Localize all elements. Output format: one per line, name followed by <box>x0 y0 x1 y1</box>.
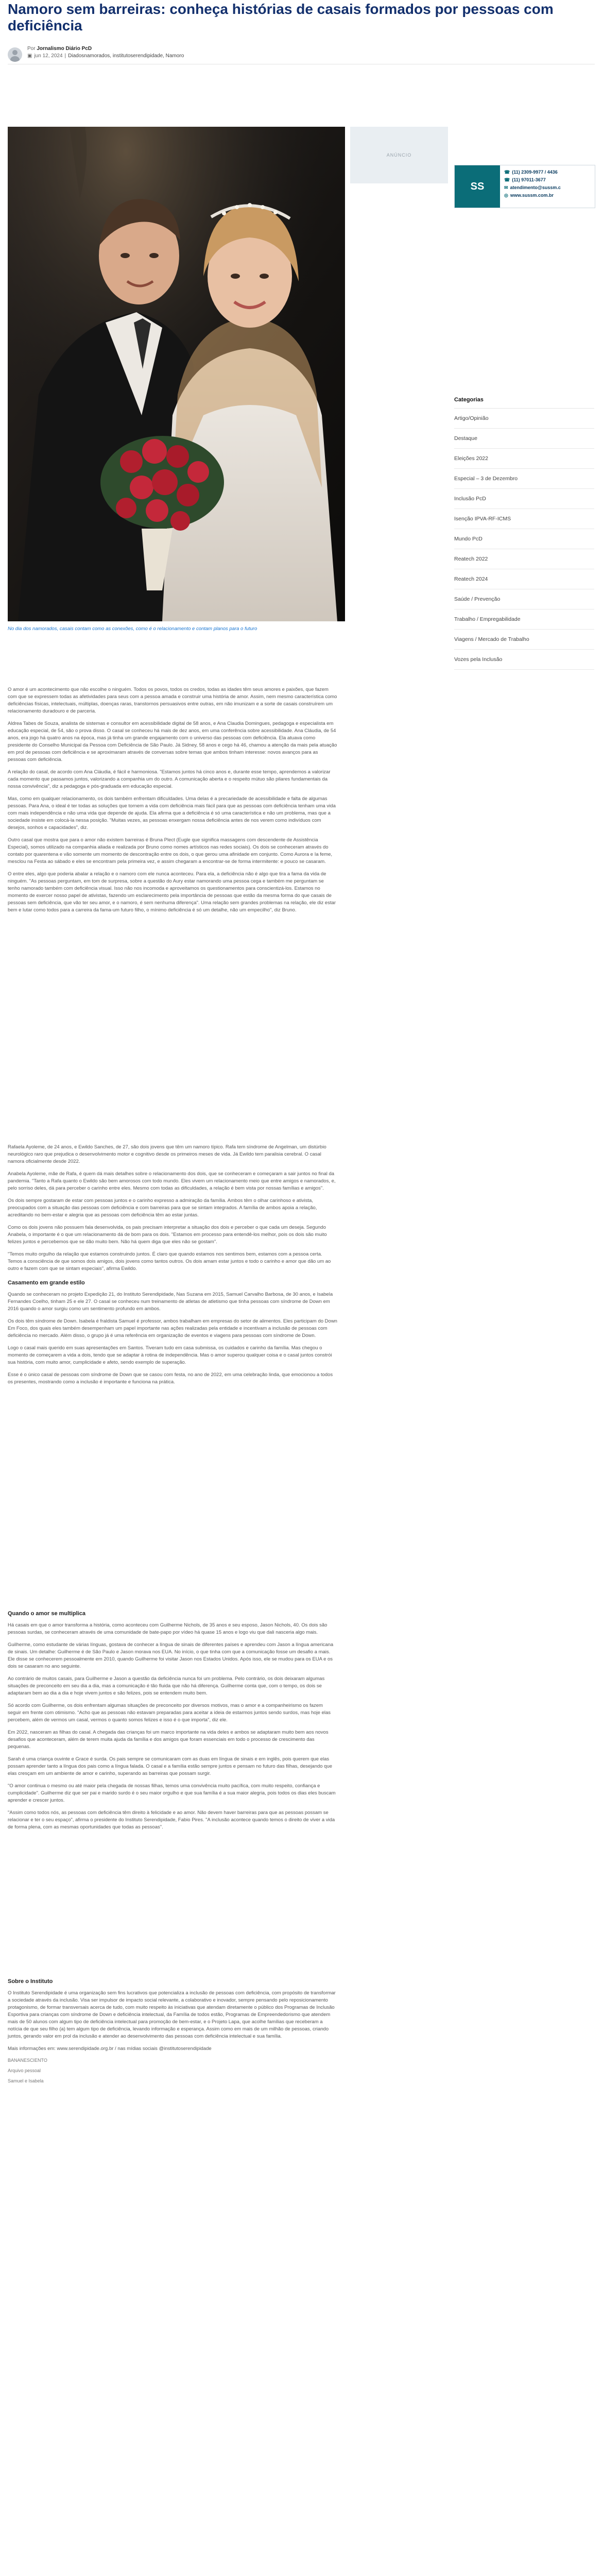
separator: | <box>64 53 66 59</box>
paragraph: Como os dois jovens não possuem fala desenvolvida, os pais precisam interpretar a situação dos dois e perceber o que cada um deseja. Segundo Anabela, o importante é o que um relacionamento dá de bom para os dois. "Estamos em processo para entendê-los melhor, pois os dois são muito felizes juntos e percebemos que se dão muito bem. Não há quem diga que eles não se gostam". <box>8 1225 327 1245</box>
paragraph: Mais informações em: www.serendipidade.org.br / nas mídias sociais @institutoserendipidade <box>8 2046 212 2052</box>
category-item[interactable]: Viagens / Mercado de Trabalho <box>454 630 594 650</box>
paragraph: Anabela Ayoleme, mãe de Rafa, é quem dá mais detalhes sobre o relacionamento dos dois, que se conheceram e começaram a sair juntos no final da pandemia. "Tanto a Rafa quanto o Ewildo são bem amorosos com todo mundo. Eles vivem um relacionamento meio que entre amigos e namorados, e, pelo sorriso deles, dá para perceber o carinho entre eles. Mesmo com todas as dificuldades, a relação é bem vista por nossas famílias e amigos". <box>8 1171 336 1191</box>
author-link[interactable]: Jornalismo Diário PcD <box>37 46 92 52</box>
paragraph: Outro casal que mostra que para o amor não existem barreiras é Bruna Plect (Eugle que significa massagens com descendente de Assistência Especial), somos utilizado na companhia aliada e realizada por Bruno como nomes artísticos nas redes sociais). Os dois se conheceram através do contato por quarentena e vão somente um momento de descontração entre os dois, o que gerou uma afinidade em conjunto. Como Aurora e Ia feme, mesclou na Festa ao sábado e eles se encontram pela primeira vez, e assim chegaram a encontrar-se de forma intermitente: e pouco se casaram. <box>8 837 333 865</box>
category-item[interactable]: Trabalho / Empregabilidade <box>454 609 594 630</box>
paragraph: O amor é um acontecimento que não escolhe o ninguém. Todos os povos, todos os credos, todas as idades têm seus amores e paixões, que fazem com que se expressem todas as afetividades para seus com a pessoa amada e construir uma história de amor. Assim, nem mesmo característica como deficiências físicas, intelectuais, múltiplas, doenças raras, transtornos persuasivos entre outras, em não imunizam e a sorte de casais construírem um relacionamento duradouro e de parceria. <box>8 687 337 714</box>
category-item[interactable]: Isenção IPVA-RF-ICMS <box>454 509 594 529</box>
section-heading: Sobre o Instituto <box>8 1978 53 1985</box>
sponsor-banner[interactable] <box>454 165 595 208</box>
paragraph: Os dois têm síndrome de Down. Isabela é fraldista Samuel é professor, ambos trabalham em empresas do setor de alimentos. Eles participam do Down Em Foco, dos quais eles também desempenham um papel importante nas ações realizadas pela entidade e incentivam a inclusão de pessoas com deficiência no mercado. Além disso, o grupo já é uma referência em organização de eventos e viagens para pessoas com síndrome de Down. <box>8 1318 337 1338</box>
categories-sidebar <box>454 397 594 670</box>
section-heading: Quando o amor se multiplica <box>8 1611 85 1617</box>
paragraph: O Instituto Serendipidade é uma organização sem fins lucrativos que potencializa a inclusão de pessoas com deficiência, com propósito de transformar a sociedade através da inclusão. Visa ser impulsor de impacto social relevante, a colaborativo e inovador, sempre pensando pelo reposicionamento protagonismo, de formar transversais acerca de tudo, com muito respeito às iniciativas que atendam diretamente o público dos Programas de Inclusão Esportiva para crianças com síndrome de Down e deficiência intelectual, da Família de todos estão, Programas de Empreendedorismo que atendem mais de 50 alunos com algum tipo de deficiência intelectual para promoção de bem-estar, e o Projeto Lapa, que acolhe famílias que receberam a notícia de que seu filho (a) tem algum tipo de deficiência, levando informação e esperança. Assim como em mais de um milhão de pessoas, criando juntos, gerando valor em prol da inclusão e atender ao desenvolvimento das pessoas com deficiência intelectual e sua família. <box>8 1990 336 2039</box>
sponsor-site: www.sussm.com.br <box>510 193 554 198</box>
category-item[interactable]: Vozes pela Inclusão <box>454 650 594 670</box>
paragraph: Logo o casal mais querido em suas apresentações em Santos. Tiveram tudo em casa submissa, os cuidados e carinho da família. Mas chegou o momento de começarem a vida a dois, tendo que se adaptar à rotina de independência. Mas o amor superou qualquer coisa e o casal juntos constrói sua história, com muito amor, cumplicidade e afeto, sendo exemplo de superação. <box>8 1345 332 1365</box>
category-item[interactable]: Destaque <box>454 429 594 449</box>
globe-icon: ◎ <box>504 193 508 198</box>
categories-title: Categorias <box>454 397 594 409</box>
credit-line: Arquivo pessoal <box>8 2068 41 2073</box>
article-body-part-2 <box>8 1144 337 1391</box>
hero-photo <box>8 127 345 621</box>
paragraph: Só acordo com Guilherme, os dois enfrentam algumas situações de preconceito por diversos motivos, mas o amor e a companheirismo os fazem seguir em frente com otimismo. "Acho que as pessoas não estavam preparadas para aceitar a ideia de estarmos juntos sendo surdos, mas hoje elas percebem, além de vermos um casal, vermos o quanto somos felizes e isso é o que importa", diz ele. <box>8 1703 331 1723</box>
sponsor-logo <box>455 165 500 208</box>
author-avatar-icon <box>8 47 22 62</box>
category-item[interactable]: Mundo PcD <box>454 529 594 549</box>
sponsor-phone-2: (11) 97011-3677 <box>512 177 546 182</box>
post-date: jun 12, 2024 <box>34 53 63 59</box>
sponsor-phone-1: (11) 2309-9977 / 4436 <box>512 170 558 175</box>
categories-list <box>454 409 594 670</box>
ad-label: ANÚNCIO <box>386 152 412 158</box>
category-item[interactable]: Eleições 2022 <box>454 449 594 469</box>
meta-text <box>27 45 184 60</box>
phone-icon: ☎ <box>504 177 510 182</box>
paragraph: Ao contrário de muitos casais, para Guilherme e Jason a questão da deficiência nunca foi um problema. Pelo contrário, os dois deixaram algumas situações de preconceito em seu dia a dia, mas a comunicação é tão fluida que não há diferença. Guilherme conta que, com o tempo, os dois se adaptaram bem ao dia a dia e hoje vivem juntos e são felizes, pois se entendem muito bem. <box>8 1676 325 1696</box>
paragraph: Mas, como em qualquer relacionamento, os dois também enfrentam dificuldades. Uma delas é a precariedade de acessibilidade e falta de algumas pessoas. Para Ana, o ideal é ter todas as soluções que tornem a vida com deficiência mais fácil para que as pessoas com deficiência tenham uma vida com mais independência e não uma vida que depende de ajuda. Ela afirma que a deficiência é só uma característica e não um problema, mas que a sociedade insiste em colocá-la nessa posição. "Muitas vezes, as pessoas enxergam nossa deficiência antes de nos verem como indivíduos com desejos, sonhos e capacidades", diz. <box>8 796 336 831</box>
category-item[interactable]: Especial – 3 de Dezembro <box>454 469 594 489</box>
paragraph: Quando se conheceram no projeto Expedição 21, do Instituto Serendipidade, Nas Suzana em 2015, Samuel Carvalho Barbosa, de 30 anos, e Isabela Fernandes Coelho, tinham 25 e ele 27. O casal se conheceu num treinamento de atletas de atletismo que tinha pessoas com síndrome de Down em 2016 quando o amor surgiu como um sentimento profundo em ambos. <box>8 1292 333 1312</box>
category-item[interactable]: Artigo/Opinião <box>454 409 594 429</box>
paragraph: Sarah é uma criança ouvinte e Grace é surda. Os pais sempre se comunicaram com as duas em língua de sinais e em inglês, pois querem que elas possam aprender tanto a língua dos pais como a língua falada. O casal e a família estão sempre juntos e pensam no futuro das filhas, desejando que elas cresçam em um ambiente de amor e carinho, superando as barreiras que possam surgir. <box>8 1756 333 1776</box>
article-body-part-3 <box>8 1603 337 1836</box>
paragraph: Esse é o único casal de pessoas com síndrome de Down que se casou com festa, no ano de 2022, em uma celebração linda, que emocionou a todos os presentes, mostrando como a inclusão é importante e funciona na prática. <box>8 1372 333 1385</box>
paragraph: "Temos muito orgulho da relação que estamos construindo juntos. É claro que quando estamos nos sentimos bem, estamos com a pessoa certa. Temos a consciência de que somos dois amigos, dois jovens como tantos outros. Os dois amam estar juntos e todo o carinho e amor que dão um ao outro e fazem com que se sintam especiais", afirma Ewildo. <box>8 1251 331 1272</box>
paragraph: Rafaela Ayoleme, de 24 anos, e Ewildo Sanches, de 27, são dois jovens que têm um namoro típico. Rafa tem síndrome de Angelman, um distúrbio neurológico raro que prejudica o desenvolvimento motor e cognitivo desde os primeiros meses de vida. Já Ewildo tem paralisia cerebral. O casal namora oficialmente desde 2022. <box>8 1144 326 1164</box>
category-item[interactable]: Saúde / Prevenção <box>454 589 594 609</box>
paragraph: A relação do casal, de acordo com Ana Cláudia, é fácil e harmoniosa. "Estamos juntos há cinco anos e, durante esse tempo, aprendemos a valorizar cada momento que passamos juntos, valorizando a companhia um do outro. A comunicação aberta e o respeito mútuo são pilares fundamentais da nossa convivência", diz a pedagoga e pós-graduada em educação especial. <box>8 769 331 789</box>
credit-line: Samuel e Isabela <box>8 2078 44 2083</box>
category-item[interactable]: Reatech 2022 <box>454 549 594 569</box>
paragraph: Guilherme, como estudante de várias línguas, gostava de conhecer a língua de sinais de diferentes países e aprendeu com Jason a língua americana de sinais. Um detalhe: Guilherme é de São Paulo e Jason morava nos EUA. No início, o que tinha com que a comunicação fosse um desafio a mais. Ele disse se conhecerem pessoalmente em 2010, quando Guilherme foi visitar Jason nos Estados Unidos. Após isso, ele se mudou para os EUA e os dois se casaram no ano seguinte. <box>8 1642 334 1669</box>
title-block <box>8 0 595 62</box>
sponsor-logo-text: SS <box>470 180 485 192</box>
paragraph: O entre eles, algo que poderia abalar a relação e o namoro com ele nunca aconteceu. Para ela, a deficiência não é algo que tira a fama da vida de ninguém. "As pessoas perguntam, em tom de surpresa, sobre a questão do Aury estar namorando uma pessoa cega e também me perguntam se tenho namorado também com deficiência visual. Isso não nos incomoda e aproveitamos os questionamentos para conscientizá-los. Estamos no momento de exercer nosso papel de ativistas, fazendo um esclarecimento pela importância de pessoas que estão da mesma forma do que casais de pessoas sem deficiência, que vão ter seu amor, e o namoro, é sem nenhuma diferença". Uma relação sem grandes problemas na relação, ele diz estar bem e lutar como todos para a carreira da fama-um futuro filho, o mínimo deficiência é só um detalhe, não um empecilho", diz Bruno. <box>8 871 336 913</box>
paragraph: "O amor continua o mesmo ou até maior pela chegada de nossas filhas, temos uma convivência muito pacífica, com muito respeito, confiança e cumplicidade". Guilherme diz que ser pai e marido surdo é o seu maior orgulho e que sua família é a sua maior alegria, pois todos os dias eles buscam aprender e crescer juntos. <box>8 1783 336 1803</box>
paragraph: Há casais em que o amor transforma a história, como aconteceu com Guilherme Nichols, de 35 anos e seu esposo, Jason Nichols, 40. Os dois são pessoas surdas, se conheceram através de uma comunidade de bate-papo por vídeo há quase 15 anos e logo viu que dali nasceria algo mais. <box>8 1622 328 1635</box>
category-item[interactable]: Inclusão PcD <box>454 489 594 509</box>
post-meta <box>8 45 595 62</box>
credit-line: BANANESCIENTO <box>8 2058 47 2063</box>
paragraph: "Assim como todos nós, as pessoas com deficiência têm direito à felicidade e ao amor. Não devem haver barreiras para que as pessoas possam se relacionar e ter o seu espaço", afirma o presidente do Instituto Serendipidade, Fabio Pires. "A inclusão acontece quando temos o direito de viver a vida de forma plena, com as mesmas oportunidades que todas as pessoas". <box>8 1810 335 1830</box>
category-item[interactable]: Reatech 2024 <box>454 569 594 589</box>
email-icon: ✉ <box>504 185 508 190</box>
article-body-part-1 <box>8 686 337 919</box>
paragraph: Os dois sempre gostaram de estar com pessoas juntos e o carinho expresso a admiração da família. Ambos têm o olhar carinhoso e ativista, preocupados com a situação das pessoas com deficiência e com barreiras para que se sintam integrados. A família de ambos apoia a relação, acreditando no bem-estar e alegria que as pessoas com deficiência têm ao estar juntas. <box>8 1198 317 1218</box>
post-tags[interactable]: Diadosnamorados, institutoserendipidade, Namoro <box>68 53 184 59</box>
article-body-part-4 <box>8 1971 337 2083</box>
page-title: Namoro sem barreiras: conheça histórias de casais formados por pessoas com deficiência <box>8 1 554 33</box>
phone-icon: ☎ <box>504 170 510 175</box>
couple-photo-illustration <box>8 127 345 621</box>
by-label: Por <box>27 46 36 52</box>
paragraph: Aldrea Tabes de Souza, analista de sistemas e consultor em acessibilidade digital de 58 anos, e Ana Claudia Domingues, pedagoga e especialista em educação especial, de 54, são o prova disso. O casal se conheceu há mais de dez anos, em uma conferência sobre acessibilidade. Ana Cláudia, de 54 anos, era jogo há quatro anos na época, mas já tinha um grande engajamento com o universo das pessoas com deficiência. Ela atuava como presidente do Conselho Municipal da Pessoa com Deficiência de São Paulo. Já Sidney, 58 anos e cego há 46, chamou a atenção da mais pela atuação em prol de pessoas com deficiência e se aproximaram através de conversas sobre temas que ambos tinham interesse: novos avanços para as pessoas com deficiência. <box>8 721 337 762</box>
ad-placeholder[interactable] <box>350 127 448 183</box>
photo-caption: No dia dos namorados, casais contam como as conexões, como é o relacionamento e contam planos para o futuro <box>8 626 257 632</box>
section-heading: Casamento em grande estilo <box>8 1280 85 1286</box>
sponsor-email: atendimento@sussm.c <box>510 185 561 190</box>
sponsor-contact <box>500 165 565 208</box>
calendar-icon: ▣ <box>27 53 32 59</box>
paragraph: Em 2022, nasceram as filhas do casal. A chegada das crianças foi um marco importante na vida deles e ambos se adaptaram muito bem aos novos desafios que aconteceram, além de terem muita ajuda da família e dos amigos que foram essenciais em todo o processo de crescimento das pequenas. <box>8 1730 329 1750</box>
